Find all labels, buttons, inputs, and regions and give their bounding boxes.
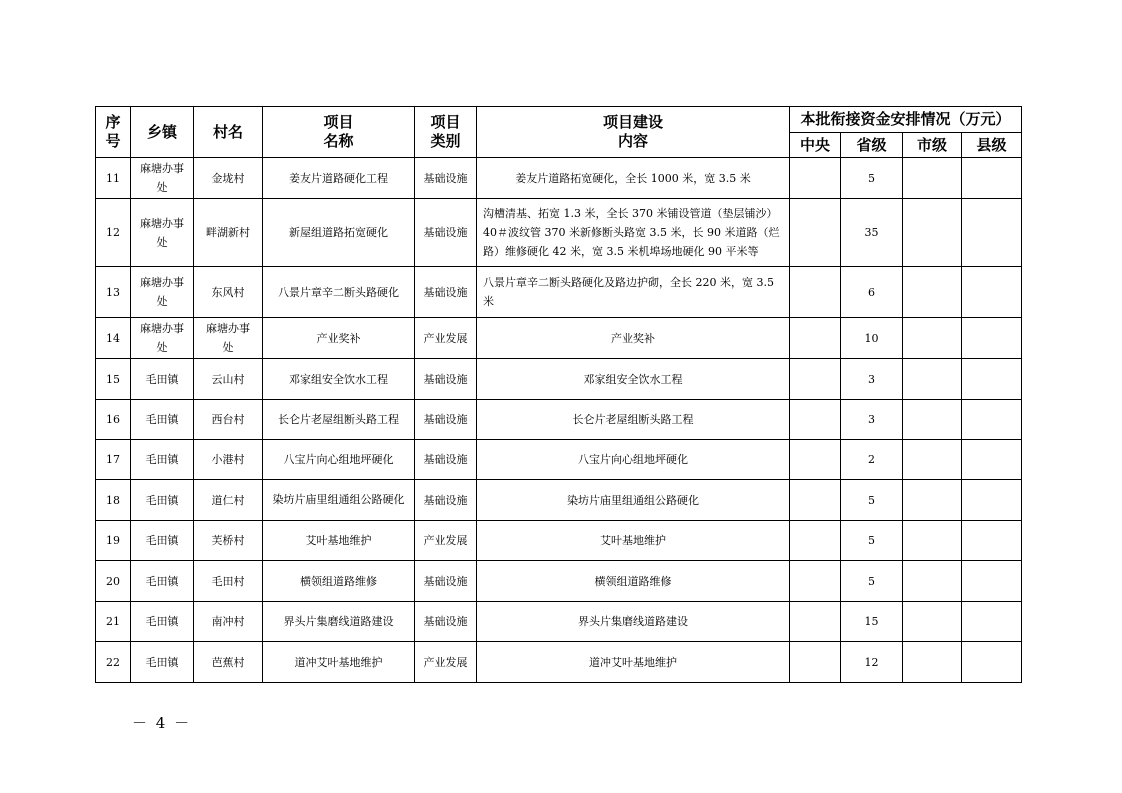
cell-city: [903, 521, 962, 561]
cell-project-type: 基础设施: [415, 480, 477, 521]
cell-seq: 16: [96, 400, 131, 440]
cell-provincial: 2: [841, 440, 903, 480]
cell-town: 麻塘办事 处: [131, 158, 194, 199]
cell-city: [903, 480, 962, 521]
cell-central: [790, 480, 841, 521]
cell-county: [962, 199, 1022, 267]
cell-provincial: 5: [841, 480, 903, 521]
cell-provincial: 5: [841, 561, 903, 602]
cell-central: [790, 359, 841, 400]
cell-town: 毛田镇: [131, 440, 194, 480]
cell-city: [903, 642, 962, 683]
header-project-content: 项目建设 内容: [477, 107, 790, 158]
cell-project-name: 八景片章辛二断头路硬化: [263, 267, 415, 318]
cell-seq: 19: [96, 521, 131, 561]
table-row: [96, 199, 1022, 267]
cell-city: [903, 158, 962, 199]
cell-county: [962, 561, 1022, 602]
cell-project-type: 基础设施: [415, 158, 477, 199]
cell-village: 云山村: [194, 359, 263, 400]
cell-central: [790, 267, 841, 318]
table-row: [96, 602, 1022, 642]
cell-project-content: 横领组道路维修: [477, 561, 790, 602]
cell-village: 芭蕉村: [194, 642, 263, 683]
cell-city: [903, 602, 962, 642]
table-row: [96, 158, 1022, 199]
cell-provincial: 15: [841, 602, 903, 642]
cell-county: [962, 480, 1022, 521]
cell-project-name: 邓家组安全饮水工程: [263, 359, 415, 400]
cell-provincial: 12: [841, 642, 903, 683]
header-seq: 序 号: [96, 107, 131, 158]
header-central: 中央: [790, 133, 841, 158]
cell-provincial: 6: [841, 267, 903, 318]
cell-seq: 20: [96, 561, 131, 602]
cell-project-name: 艾叶基地维护: [263, 521, 415, 561]
cell-central: [790, 602, 841, 642]
cell-project-name: 八宝片向心组地坪硬化: [263, 440, 415, 480]
cell-central: [790, 521, 841, 561]
cell-central: [790, 158, 841, 199]
cell-project-content: 艾叶基地维护: [477, 521, 790, 561]
table-row: [96, 642, 1022, 683]
table-row: [96, 318, 1022, 359]
cell-city: [903, 318, 962, 359]
cell-village: 东风村: [194, 267, 263, 318]
cell-city: [903, 561, 962, 602]
cell-project-content: 姜友片道路拓宽硬化，全长 1000 米，宽 3.5 米: [477, 158, 790, 199]
cell-project-type: 基础设施: [415, 561, 477, 602]
cell-seq: 18: [96, 480, 131, 521]
cell-county: [962, 267, 1022, 318]
cell-project-content: 八景片章辛二断头路硬化及路边护砌，全长 220 米，宽 3.5 米: [477, 267, 790, 318]
cell-town: 毛田镇: [131, 480, 194, 521]
cell-town: 毛田镇: [131, 561, 194, 602]
cell-project-content: 道冲艾叶基地维护: [477, 642, 790, 683]
cell-county: [962, 440, 1022, 480]
table-row: [96, 561, 1022, 602]
cell-project-content: 产业奖补: [477, 318, 790, 359]
cell-seq: 17: [96, 440, 131, 480]
cell-project-type: 基础设施: [415, 602, 477, 642]
cell-town: 麻塘办事 处: [131, 199, 194, 267]
cell-project-type: 产业发展: [415, 642, 477, 683]
table-row: [96, 359, 1022, 400]
table-row: [96, 440, 1022, 480]
cell-county: [962, 602, 1022, 642]
cell-village: 畔湖新村: [194, 199, 263, 267]
cell-provincial: 3: [841, 359, 903, 400]
cell-village: 麻塘办事 处: [194, 318, 263, 359]
cell-county: [962, 359, 1022, 400]
cell-town: 麻塘办事 处: [131, 318, 194, 359]
cell-county: [962, 400, 1022, 440]
cell-central: [790, 561, 841, 602]
funding-table: [95, 106, 1022, 683]
cell-project-type: 产业发展: [415, 318, 477, 359]
cell-provincial: 35: [841, 199, 903, 267]
cell-project-name: 新屋组道路拓宽硬化: [263, 199, 415, 267]
cell-project-content: 界头片集磨线道路建设: [477, 602, 790, 642]
cell-project-name: 产业奖补: [263, 318, 415, 359]
header-village: 村名: [194, 107, 263, 158]
cell-provincial: 3: [841, 400, 903, 440]
cell-seq: 13: [96, 267, 131, 318]
cell-project-name: 染坊片庙里组通组公路硬化: [263, 480, 415, 521]
table-row: [96, 480, 1022, 521]
cell-city: [903, 267, 962, 318]
cell-city: [903, 440, 962, 480]
header-provincial: 省级: [841, 133, 903, 158]
cell-seq: 11: [96, 158, 131, 199]
cell-town: 麻塘办事 处: [131, 267, 194, 318]
cell-seq: 21: [96, 602, 131, 642]
cell-project-name: 横领组道路维修: [263, 561, 415, 602]
header-county: 县级: [962, 133, 1022, 158]
cell-village: 西台村: [194, 400, 263, 440]
cell-project-content: 邓家组安全饮水工程: [477, 359, 790, 400]
cell-town: 毛田镇: [131, 642, 194, 683]
header-project-name: 项目 名称: [263, 107, 415, 158]
cell-project-name: 道冲艾叶基地维护: [263, 642, 415, 683]
cell-seq: 14: [96, 318, 131, 359]
cell-village: 南冲村: [194, 602, 263, 642]
cell-county: [962, 318, 1022, 359]
cell-project-content: 染坊片庙里组通组公路硬化: [477, 480, 790, 521]
cell-seq: 15: [96, 359, 131, 400]
cell-city: [903, 400, 962, 440]
cell-central: [790, 642, 841, 683]
cell-project-type: 基础设施: [415, 267, 477, 318]
cell-project-type: 基础设施: [415, 199, 477, 267]
cell-provincial: 5: [841, 521, 903, 561]
cell-village: 毛田村: [194, 561, 263, 602]
cell-provincial: 5: [841, 158, 903, 199]
cell-village: 芙桥村: [194, 521, 263, 561]
header-town: 乡镇: [131, 107, 194, 158]
cell-project-name: 长仑片老屋组断头路工程: [263, 400, 415, 440]
cell-central: [790, 440, 841, 480]
cell-central: [790, 199, 841, 267]
table-row: [96, 521, 1022, 561]
cell-city: [903, 199, 962, 267]
cell-village: 小港村: [194, 440, 263, 480]
table-row: [96, 267, 1022, 318]
cell-project-name: 界头片集磨线道路建设: [263, 602, 415, 642]
cell-central: [790, 318, 841, 359]
cell-county: [962, 642, 1022, 683]
header-funding-group: 本批衔接资金安排情况（万元）: [790, 107, 1022, 133]
cell-project-type: 基础设施: [415, 359, 477, 400]
cell-project-content: 八宝片向心组地坪硬化: [477, 440, 790, 480]
header-city: 市级: [903, 133, 962, 158]
cell-town: 毛田镇: [131, 359, 194, 400]
cell-project-type: 基础设施: [415, 400, 477, 440]
cell-town: 毛田镇: [131, 521, 194, 561]
cell-town: 毛田镇: [131, 602, 194, 642]
table-row: [96, 400, 1022, 440]
cell-project-type: 产业发展: [415, 521, 477, 561]
cell-city: [903, 359, 962, 400]
cell-county: [962, 521, 1022, 561]
cell-village: 金垅村: [194, 158, 263, 199]
cell-project-content: 沟槽清基、拓宽 1.3 米，全长 370 米铺设管道（垫层铺沙）40＃波纹管 370 米新修断头路宽 3.5 米，长 90 米道路（烂路）维修硬化 42 米，宽 3.5 米机埠场地硬化 90 平米等: [477, 199, 790, 267]
cell-project-content: 长仑片老屋组断头路工程: [477, 400, 790, 440]
cell-project-name: 姜友片道路硬化工程: [263, 158, 415, 199]
cell-central: [790, 400, 841, 440]
cell-seq: 22: [96, 642, 131, 683]
cell-project-type: 基础设施: [415, 440, 477, 480]
cell-village: 道仁村: [194, 480, 263, 521]
table-body: [96, 158, 1022, 683]
header-project-type: 项目 类别: [415, 107, 477, 158]
page-number: － 4 －: [132, 714, 192, 732]
cell-county: [962, 158, 1022, 199]
cell-provincial: 10: [841, 318, 903, 359]
cell-seq: 12: [96, 199, 131, 267]
cell-town: 毛田镇: [131, 400, 194, 440]
